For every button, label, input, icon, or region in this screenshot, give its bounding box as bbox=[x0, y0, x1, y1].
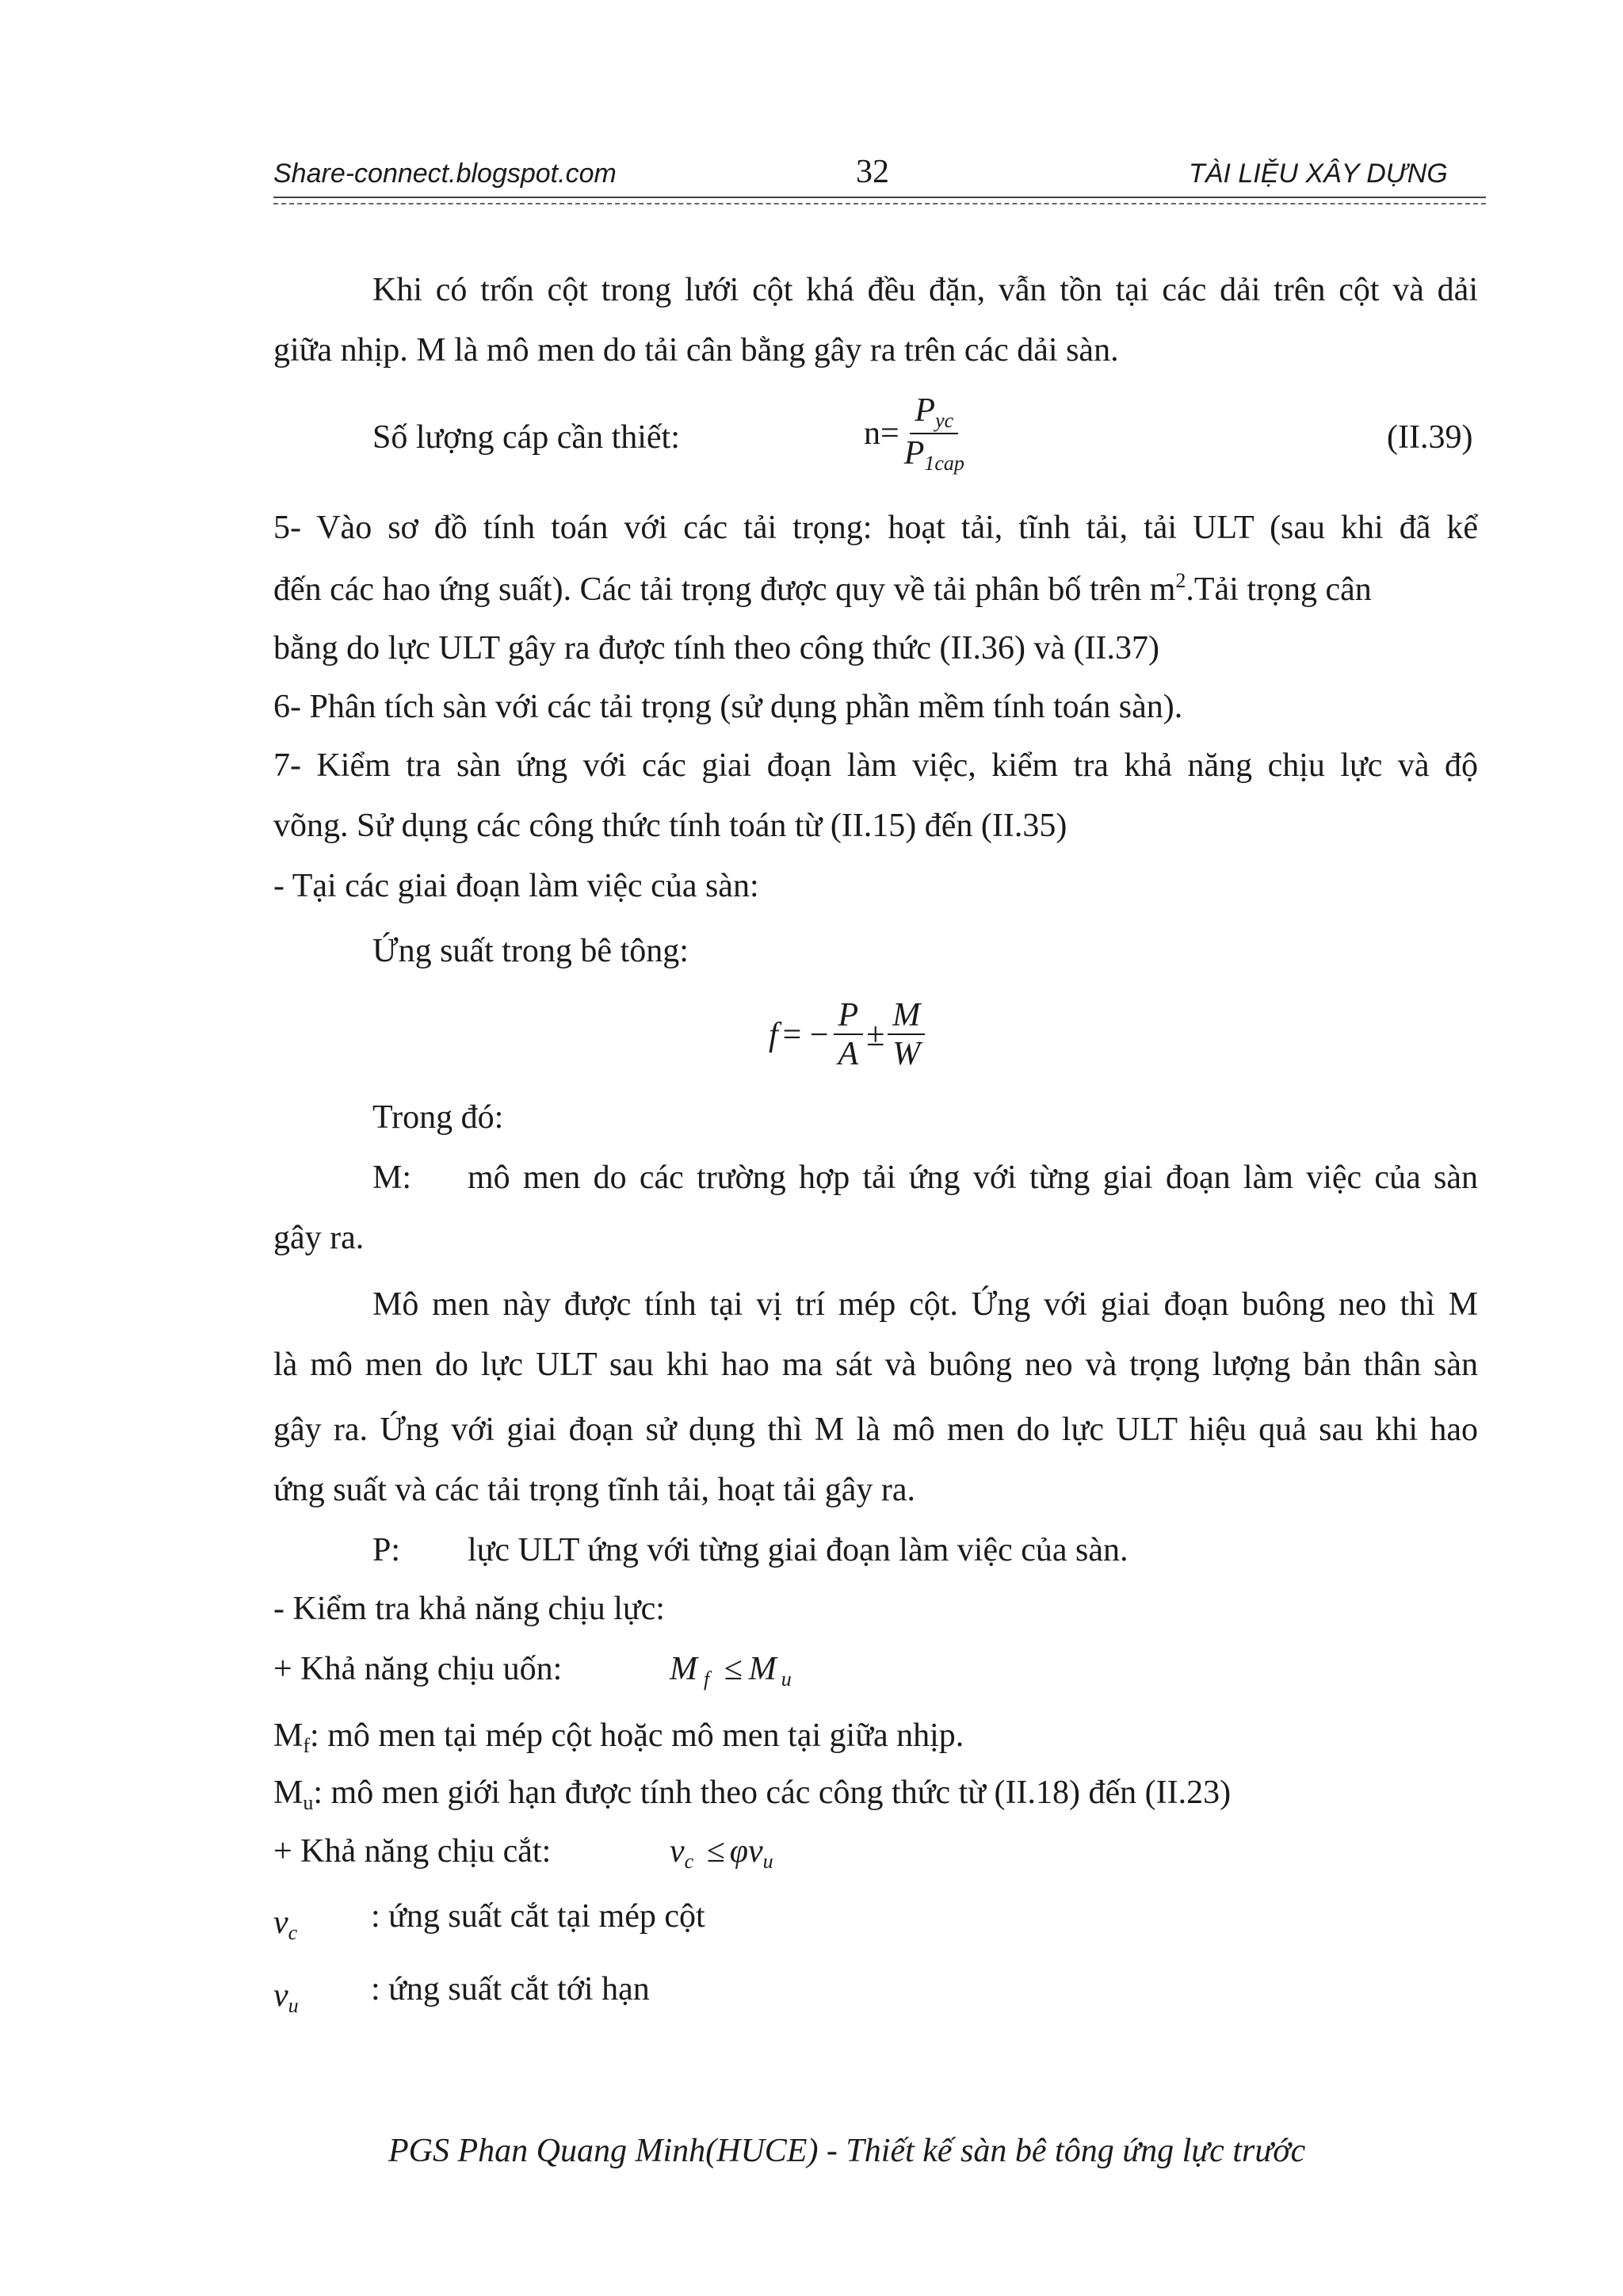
formula-subscript: c bbox=[288, 1921, 298, 1944]
formula-symbol: M bbox=[748, 1651, 777, 1687]
formula-subscript: f bbox=[704, 1668, 710, 1690]
fraction bbox=[899, 392, 969, 475]
fraction bbox=[834, 997, 864, 1073]
paragraph-line: 6- Phân tích sàn với các tải trọng (sử dụng phần mềm tính toán sàn). bbox=[273, 689, 1183, 725]
paragraph-line: ứng suất và các tải trọng tĩnh tải, hoạt tải gây ra. bbox=[273, 1472, 915, 1508]
footer-text: PGS Phan Quang Minh(HUCE) - Thiết kế sàn bê tông ứng lực trước bbox=[388, 2133, 1306, 2169]
formula-symbol: P bbox=[903, 434, 925, 472]
definition-text: gây ra. bbox=[273, 1220, 365, 1256]
header-page-number: 32 bbox=[856, 154, 889, 190]
formula-symbol: A bbox=[838, 1036, 859, 1073]
formula-symbol: φν bbox=[729, 1833, 763, 1870]
definition-text: : mô men giới hạn được tính theo các công thức từ (II.18) đến (II.23) bbox=[313, 1775, 1232, 1811]
formula-operator: = − bbox=[782, 1017, 829, 1054]
paragraph-line: Mô men này được tính tại vị trí mép cột. Ứng với giai đoạn buông neo thì M bbox=[372, 1286, 1478, 1323]
paragraph-line bbox=[273, 569, 1478, 609]
formula-subscript: 1cap bbox=[924, 451, 964, 475]
formula-subscript: u bbox=[303, 1791, 314, 1814]
definition-text: mô men do các trường hợp tải ứng với từng giai đoạn làm việc của sàn bbox=[468, 1159, 1478, 1196]
mf-definition bbox=[273, 1717, 964, 1758]
formula-operator: ≤ bbox=[706, 1833, 725, 1870]
fraction bbox=[888, 997, 925, 1073]
text-span: đến các hao ứng suất). Các tải trọng được quy về tải phân bố trên m bbox=[273, 571, 1176, 608]
cable-count-formula bbox=[864, 392, 969, 475]
bending-formula bbox=[670, 1650, 792, 1691]
formula-symbol: v bbox=[273, 1977, 288, 2014]
definition-term: M: bbox=[372, 1159, 412, 1196]
paragraph-line: võng. Sử dụng các công thức tính toán từ (II.15) đến (II.35) bbox=[273, 808, 1067, 844]
formula-symbol: P bbox=[834, 997, 864, 1035]
header-rule bbox=[273, 197, 1486, 198]
paragraph-line: giữa nhịp. M là mô men do tải cân bằng gây ra trên các dải sàn. bbox=[273, 332, 1119, 369]
formula-symbol: f bbox=[769, 1017, 778, 1054]
mu-definition bbox=[273, 1774, 1231, 1815]
formula-symbol: v bbox=[273, 1904, 288, 1941]
formula-symbol: M bbox=[670, 1651, 697, 1687]
definition-text: : ứng suất cắt tới hạn bbox=[371, 1971, 650, 2008]
shear-label: + Khả năng chịu cắt: bbox=[273, 1833, 552, 1870]
formula-subscript: f bbox=[303, 1734, 311, 1757]
formula-symbol: M bbox=[273, 1717, 304, 1754]
stress-label: Ứng suất trong bê tông: bbox=[372, 933, 689, 969]
paragraph-line: 5- Vào sơ đồ tính toán với các tải trọng: hoạt tải, tĩnh tải, tải ULT (sau khi đã kể bbox=[273, 510, 1478, 546]
bullet-line: - Kiểm tra khả năng chịu lực: bbox=[273, 1591, 665, 1627]
vu-symbol bbox=[273, 1977, 299, 2018]
formula-symbol: M bbox=[888, 997, 925, 1035]
definition-term: P: bbox=[372, 1532, 401, 1568]
where-label: Trong đó: bbox=[372, 1099, 504, 1136]
formula-symbol: M bbox=[273, 1775, 304, 1811]
vc-symbol bbox=[273, 1904, 297, 1945]
text-span: .Tải trọng cân bbox=[1186, 571, 1372, 608]
formula-lhs: n= bbox=[864, 415, 899, 453]
formula-symbol: W bbox=[892, 1036, 921, 1073]
formula-subscript: c bbox=[684, 1850, 694, 1873]
paragraph-line: bằng do lực ULT gây ra được tính theo công thức (II.36) và (II.37) bbox=[273, 630, 1160, 667]
formula-operator: ≤ bbox=[724, 1651, 743, 1687]
cable-count-label: Số lượng cáp cần thiết: bbox=[372, 419, 680, 456]
formula-subscript: u bbox=[288, 1994, 299, 2017]
equation-number: (II.39) bbox=[1387, 419, 1473, 456]
formula-operator: ± bbox=[866, 1017, 885, 1054]
stress-formula bbox=[769, 997, 925, 1073]
paragraph-line: 7- Kiểm tra sàn ứng với các giai đoạn làm việc, kiểm tra khả năng chịu lực và độ bbox=[273, 747, 1478, 784]
paragraph-line: Khi có trốn cột trong lưới cột khá đều đặn, vẫn tồn tại các dải trên cột và dải bbox=[372, 272, 1478, 308]
header-site: Share-connect.blogspot.com bbox=[273, 159, 617, 189]
definition-text: : mô men tại mép cột hoặc mô men tại giữa nhịp. bbox=[310, 1717, 964, 1754]
paragraph-line: gây ra. Ứng với giai đoạn sử dụng thì M là mô men do lực ULT hiệu quả sau khi hao bbox=[273, 1412, 1478, 1448]
definition-text: lực ULT ứng với từng giai đoạn làm việc của sàn. bbox=[468, 1532, 1128, 1568]
superscript: 2 bbox=[1175, 569, 1186, 592]
header-rule-dashed bbox=[273, 203, 1486, 204]
definition-text: : ứng suất cắt tại mép cột bbox=[371, 1898, 705, 1935]
shear-formula bbox=[670, 1832, 773, 1874]
formula-symbol: P bbox=[915, 392, 936, 429]
bending-label: + Khả năng chịu uốn: bbox=[273, 1651, 563, 1687]
formula-subscript: u bbox=[781, 1668, 792, 1690]
formula-subscript: yc bbox=[935, 409, 954, 432]
formula-symbol: v bbox=[670, 1833, 685, 1870]
formula-subscript: u bbox=[762, 1850, 773, 1873]
paragraph-line: là mô men do lực ULT sau khi hao ma sát và buông neo và trọng lượng bản thân sàn bbox=[273, 1347, 1478, 1383]
header-title: TÀI LIỆU XÂY DỰNG bbox=[1189, 159, 1448, 189]
bullet-line: - Tại các giai đoạn làm việc của sàn: bbox=[273, 868, 759, 904]
